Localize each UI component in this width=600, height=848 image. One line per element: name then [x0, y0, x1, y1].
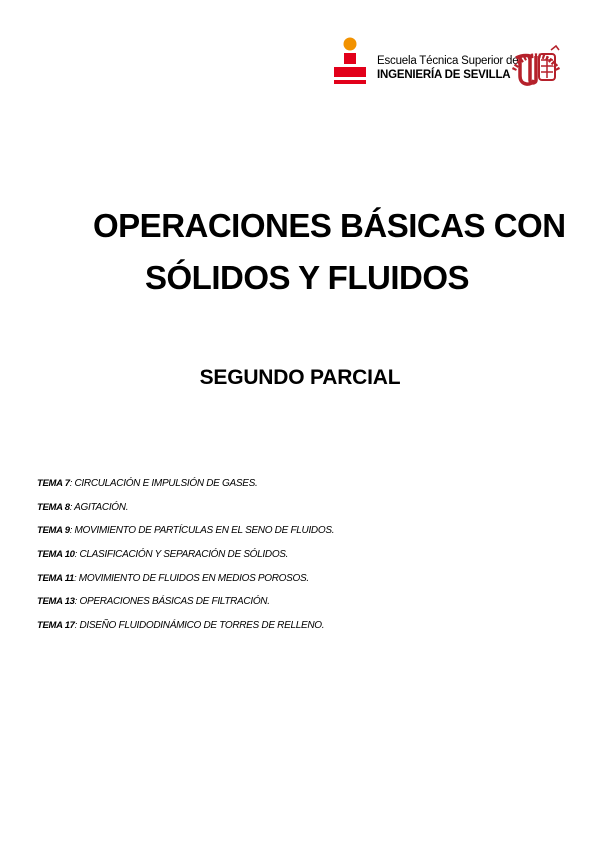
topic-item — [37, 618, 334, 642]
topic-number: TEMA 10 — [37, 549, 75, 561]
topic-number: TEMA 17 — [37, 620, 75, 632]
topic-number: TEMA 13 — [37, 596, 75, 608]
topic-description: MOVIMIENTO DE FLUIDOS EN MEDIOS POROSOS. — [76, 572, 309, 584]
topic-item — [37, 594, 334, 618]
topic-number: TEMA 11 — [37, 572, 74, 584]
topic-item — [37, 500, 334, 524]
topic-item — [37, 523, 334, 547]
topic-separator: : — [73, 572, 77, 584]
topic-separator: : — [74, 620, 78, 632]
topic-item — [37, 571, 334, 595]
topic-number: TEMA 8 — [37, 501, 70, 513]
topic-list — [37, 476, 334, 642]
topic-description: CLASIFICACIÓN Y SEPARACIÓN DE SÓLIDOS. — [77, 549, 289, 561]
topic-separator: : — [74, 549, 78, 561]
topic-description: AGITACIÓN. — [72, 501, 129, 513]
title-line1: OPERACIONES BÁSICAS CON — [93, 207, 566, 244]
topic-number: TEMA 7 — [37, 478, 70, 489]
document-title — [0, 200, 600, 304]
topic-number: TEMA 9 — [37, 525, 70, 537]
document-subtitle: SEGUNDO PARCIAL — [199, 366, 401, 389]
school-name-line1: Escuela Técnica Superior de — [377, 55, 519, 67]
topic-item — [37, 476, 334, 500]
topic-separator: : — [69, 501, 73, 513]
topic-description: CIRCULACIÓN E IMPULSIÓN DE GASES. — [72, 478, 258, 489]
page-header — [330, 30, 570, 90]
topic-description: OPERACIONES BÁSICAS DE FILTRACIÓN. — [77, 596, 270, 608]
topic-description: DISEÑO FLUIDODINÁMICO DE TORRES DE RELLENO. — [77, 620, 325, 632]
topic-separator: : — [69, 478, 73, 489]
title-line2: SÓLIDOS Y FLUIDOS — [145, 259, 469, 296]
topic-separator: : — [69, 525, 73, 537]
school-name — [377, 54, 518, 82]
topic-description: MOVIMIENTO DE PARTÍCULAS EN EL SENO DE FLUIDOS. — [72, 525, 335, 537]
etsi-logo-icon — [330, 36, 370, 86]
school-name-line2: INGENIERÍA DE SEVILLA — [377, 69, 511, 81]
universidad-seal-icon — [506, 34, 566, 88]
topic-item — [37, 547, 334, 571]
topic-separator: : — [74, 596, 78, 608]
